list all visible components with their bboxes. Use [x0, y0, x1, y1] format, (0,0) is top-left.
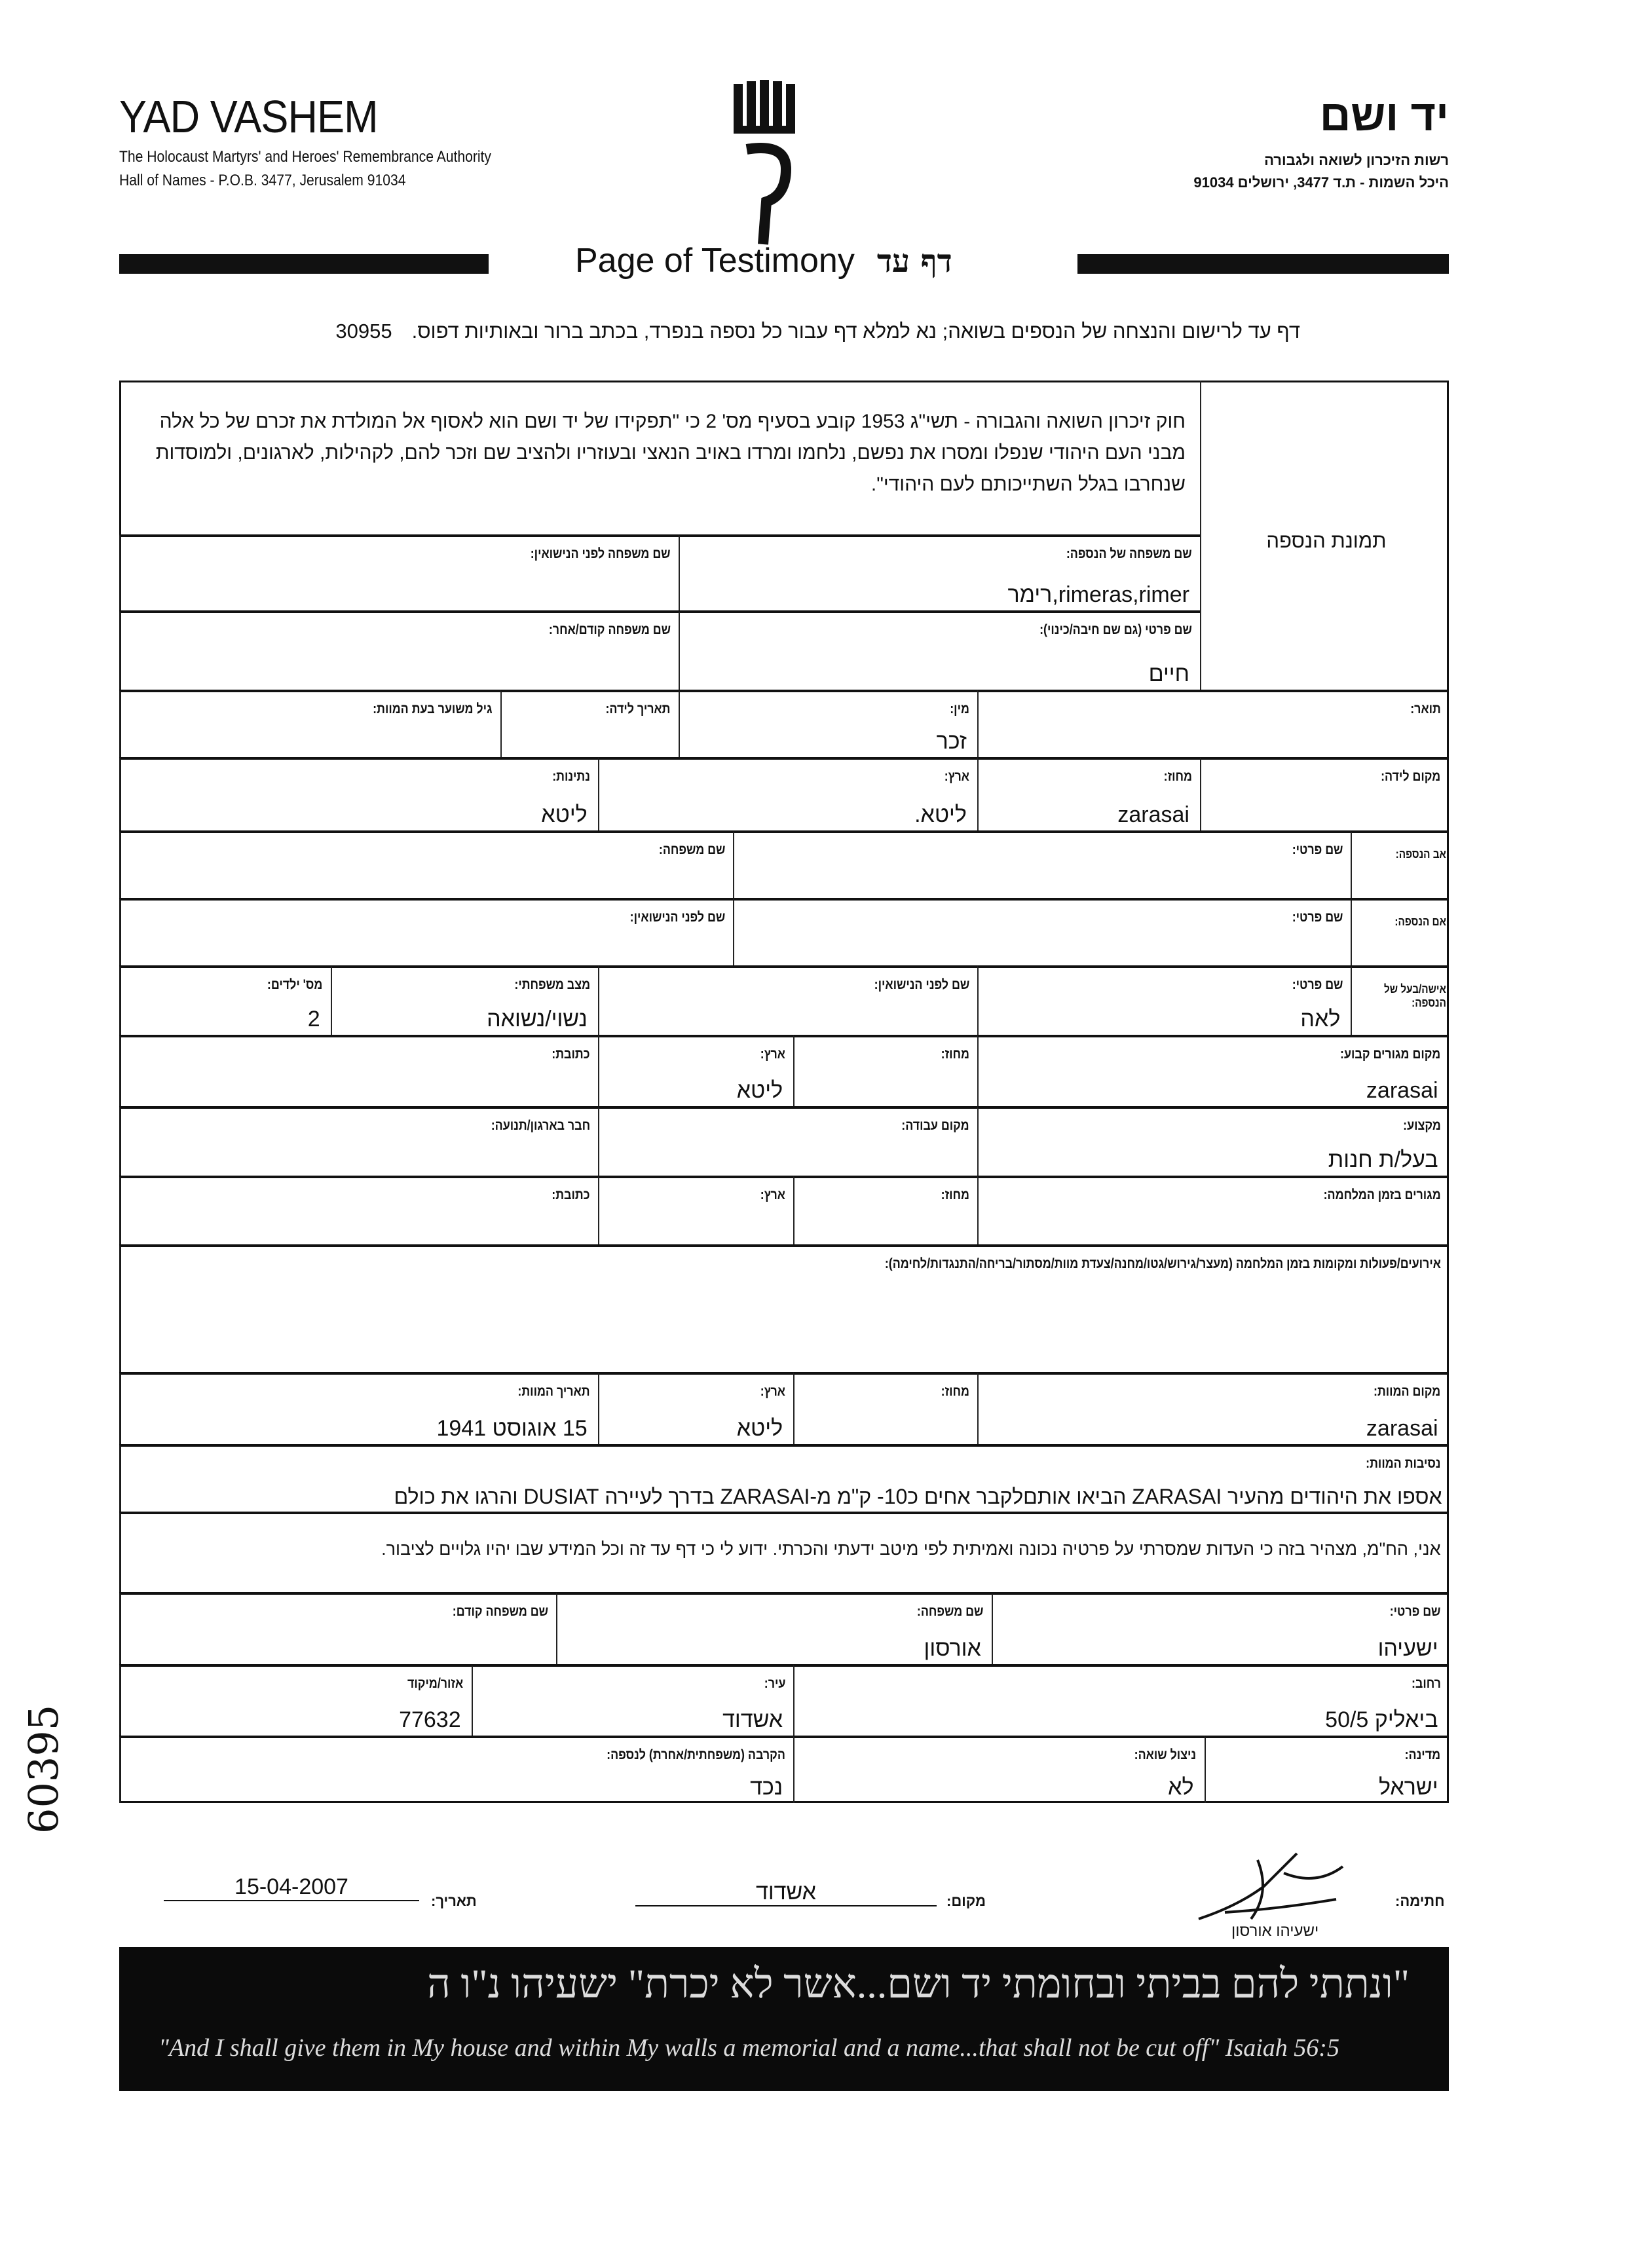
field-label: אם הנספה:	[1394, 915, 1446, 929]
field-label: מס' ילדים:	[267, 977, 323, 993]
field-value: 77632	[399, 1707, 461, 1733]
page-title	[575, 241, 952, 280]
place-label: מקום:	[946, 1893, 986, 1909]
form-field[interactable]	[119, 690, 500, 757]
field-value: אורסון	[924, 1635, 981, 1661]
form-field[interactable]	[119, 965, 331, 1034]
form-field[interactable]	[119, 534, 678, 610]
form-field[interactable]	[500, 690, 679, 757]
form-field[interactable]	[598, 965, 977, 1034]
field-value: אספו את היהודים מהעיר ZARASAI הביאו אותםלקבר אחים כ10- ק"מ מ-ZARASAI בדרך לעיירה DUSIAT והרגו את כולם	[394, 1485, 1442, 1509]
field-label: שם פרטי (גם שם חיבה/כינוי):	[1039, 622, 1192, 638]
field-value: זכר	[936, 729, 967, 754]
form-number: 30955	[335, 320, 392, 343]
field-label: מקום עבודה:	[901, 1118, 969, 1134]
form-field[interactable]	[119, 1106, 598, 1175]
authority-subtitle-he: רשות הזיכרון לשואה ולגבורה	[1264, 152, 1449, 168]
form-field[interactable]	[472, 1664, 793, 1736]
form-field[interactable]	[119, 1244, 1448, 1372]
field-label: מקום לידה:	[1381, 769, 1441, 785]
field-label: מחוז:	[941, 1187, 969, 1202]
field-label: מקצוע:	[1402, 1118, 1441, 1134]
form-field[interactable]	[1351, 898, 1448, 965]
field-label: תאריך המוות:	[517, 1384, 590, 1400]
form-field[interactable]	[977, 690, 1449, 757]
form-field[interactable]	[119, 1444, 1448, 1512]
address-en: Hall of Names - P.O.B. 3477, Jerusalem 91034	[119, 172, 406, 189]
signer-name: ישעיהו אורסון	[1231, 1922, 1319, 1940]
instruction-text: דף עד לרישום והנצחה של הנספים בשואה; נא למלא דף עבור כל נספה בנפרד, בכתב ברור ובאותיות דפוס.	[411, 320, 1300, 343]
field-value: נכד	[750, 1775, 783, 1800]
field-label: מצב משפחתי:	[514, 977, 590, 993]
field-label: מחוז:	[941, 1046, 969, 1062]
field-label: רחוב:	[1411, 1675, 1441, 1691]
field-label: שם משפחה קודם/אחר:	[548, 622, 671, 638]
form-field[interactable]	[119, 1035, 598, 1107]
form-field[interactable]	[977, 757, 1200, 830]
field-value: zarasai	[1366, 1415, 1438, 1441]
field-label: ארץ:	[760, 1187, 786, 1202]
field-label: ארץ:	[944, 769, 969, 785]
form-field[interactable]	[793, 1035, 977, 1107]
field-label: אישה/בעל של הנספה:	[1383, 982, 1446, 1010]
form-field[interactable]	[977, 1035, 1449, 1107]
form-field[interactable]	[598, 1176, 793, 1244]
form-field[interactable]	[1351, 830, 1448, 898]
form-field[interactable]	[977, 1106, 1449, 1175]
field-value: ישעיהו	[1377, 1635, 1438, 1661]
field-value: ביאליק 50/5	[1325, 1707, 1438, 1733]
field-label: אירועים/פעולות ומקומות בזמן המלחמה (מעצר/גירוש/גטו/מחנה/צעדת מוות/מסתור/בריחה/התנגדות/לחימה):	[884, 1256, 1441, 1271]
form-field[interactable]	[119, 898, 733, 965]
quote-banner	[119, 1947, 1449, 2091]
form-field[interactable]	[977, 965, 1351, 1034]
field-label: מגורים בזמן המלחמה:	[1323, 1187, 1441, 1202]
field-value: לאה	[1300, 1006, 1341, 1032]
field-label: שם פרטי:	[1292, 842, 1343, 858]
field-label: שם משפחה:	[658, 842, 725, 858]
field-label: גיל משוער בעת המוות:	[373, 701, 493, 717]
yad-vashem-logo-icon	[727, 77, 812, 248]
form-field[interactable]	[679, 534, 1200, 610]
field-label: ניצול שואה:	[1134, 1747, 1197, 1763]
date-value: 15-04-2007	[164, 1874, 419, 1901]
form-field[interactable]	[679, 690, 977, 757]
field-label: כתובת:	[552, 1187, 590, 1202]
title-bar-right	[1077, 254, 1449, 274]
page-title-he: דף עד	[876, 243, 952, 280]
field-label: שם פרטי:	[1292, 977, 1343, 993]
form-field[interactable]	[679, 610, 1200, 690]
field-label: נסיבות המוות:	[1366, 1455, 1441, 1471]
field-label: אב הנספה:	[1395, 847, 1446, 861]
field-label: עיר:	[764, 1675, 786, 1691]
field-label: שם משפחה:	[917, 1603, 984, 1619]
field-label: חבר בארגון/תנועה:	[491, 1118, 590, 1134]
title-bar-left	[119, 254, 489, 274]
form-field[interactable]	[119, 1512, 1448, 1592]
field-label: ארץ:	[760, 1384, 786, 1400]
field-label: מחוז:	[941, 1384, 969, 1400]
form-field[interactable]	[793, 1372, 977, 1444]
place-value: אשדוד	[635, 1880, 937, 1906]
form-field[interactable]	[793, 1664, 1448, 1736]
field-label: נתינות:	[552, 769, 590, 785]
field-value: אשדוד	[722, 1707, 783, 1733]
form-field[interactable]	[119, 1592, 556, 1664]
form-field[interactable]	[119, 830, 733, 898]
field-label: שם משפחה של הנספה:	[1066, 546, 1192, 562]
quote-he: "ונתתי להם בביתי ובחומתי יד ושם...אשר לא יכרת" ישעיהו נ"ו ה	[427, 1962, 1410, 2007]
field-label: אני, הח"מ, מצהיר בזה כי העדות שמסרתי על פרטיה נכונה ואמיתית לפי מיטב ידעתי והכרתי. ידוע לי כי דף עד זה וכל המידע שבו יהיו גלויים לציבור.	[381, 1539, 1441, 1559]
field-label: מקום המוות:	[1374, 1384, 1441, 1400]
field-value: נשוי/נשואה	[487, 1006, 588, 1032]
field-label: כתובת:	[552, 1046, 590, 1062]
form-field[interactable]	[119, 1176, 598, 1244]
photo-label: תמונת הנספה	[1266, 529, 1387, 552]
field-value: rimeras,rimer,רימר	[1007, 582, 1189, 608]
field-label: שם פרטי:	[1389, 1603, 1441, 1619]
field-label: אזור/מיקוד	[407, 1675, 464, 1691]
form-field[interactable]	[556, 1592, 992, 1664]
field-label: תואר:	[1410, 701, 1441, 717]
field-label: שם לפני הנישואין:	[874, 977, 969, 993]
field-value: zarasai	[1366, 1078, 1438, 1104]
form-field[interactable]	[733, 898, 1351, 965]
field-value: ליטא	[541, 802, 588, 828]
instructions	[187, 320, 1300, 343]
field-label: מקום מגורים קבוע:	[1340, 1046, 1441, 1062]
signature-icon	[1186, 1847, 1356, 1932]
form-field[interactable]	[733, 830, 1351, 898]
form-field[interactable]	[598, 757, 977, 830]
field-label: שם פרטי:	[1292, 910, 1343, 925]
form-field[interactable]	[119, 610, 678, 690]
yad-vashem-title-en: YAD VASHEM	[119, 91, 378, 142]
field-label: מין:	[950, 701, 969, 717]
field-value: לא	[1168, 1775, 1194, 1800]
field-label: מדינה:	[1405, 1747, 1441, 1763]
form-field[interactable]	[119, 757, 598, 830]
authority-subtitle-en: The Holocaust Martyrs' and Heroes' Remembrance Authority	[119, 148, 491, 166]
field-label: שם משפחה לפני הנישואין:	[530, 546, 671, 562]
form-field[interactable]	[598, 1106, 977, 1175]
form-field[interactable]	[977, 1176, 1449, 1244]
quote-en: "And I shall give them in My house and within My walls a memorial and a name...that shall not be cut off" Isaiah 56:5	[159, 2034, 1339, 2062]
side-stamp-number: 60395	[20, 1704, 67, 1834]
field-value: ישראל	[1379, 1775, 1438, 1800]
form-field[interactable]	[598, 1035, 793, 1107]
page-title-en: Page of Testimony	[575, 242, 855, 280]
form-field[interactable]	[598, 1372, 793, 1444]
field-label: שם לפני הנישואין:	[629, 910, 725, 925]
form-field[interactable]	[793, 1736, 1204, 1803]
field-value: ליטא.	[914, 802, 967, 828]
form-field[interactable]	[1200, 757, 1449, 830]
form-field[interactable]	[119, 1736, 793, 1803]
form-field[interactable]	[992, 1592, 1449, 1664]
field-value: 15 אוגוסט 1941	[436, 1415, 588, 1441]
field-label: תאריך לידה:	[605, 701, 671, 717]
field-label: ארץ:	[760, 1046, 786, 1062]
form-field[interactable]	[119, 1664, 472, 1736]
field-value: בעל/ת חנות	[1328, 1147, 1438, 1172]
form-field[interactable]	[1351, 965, 1448, 1034]
form-field[interactable]	[1205, 1736, 1449, 1803]
field-value: zarasai	[1117, 802, 1189, 828]
field-value: חיים	[1148, 661, 1189, 687]
form-field[interactable]	[793, 1176, 977, 1244]
field-label: שם משפחה קודם:	[452, 1603, 549, 1619]
field-label: הקרבה (משפחתית/אחרת) לנספה:	[607, 1747, 786, 1763]
address-he: היכל השמות - ת.ד 3477, ירושלים 91034	[1193, 174, 1449, 191]
form-field[interactable]	[119, 1372, 598, 1444]
form-field[interactable]	[977, 1372, 1449, 1444]
yad-vashem-title-he: יד ושם	[1319, 91, 1449, 139]
field-value: ליטא	[736, 1078, 783, 1104]
date-label: תאריך:	[431, 1893, 477, 1909]
field-label: מחוז:	[1163, 769, 1192, 785]
field-value: ליטא	[736, 1415, 783, 1441]
law-text: חוק זיכרון השואה והגבורה - תשי"ג 1953 קובע בסעיף מס' 2 כי "תפקידו של יד ושם הוא לאסוף אל המולדת את זכרם של כל אלה מבני העם היהודי שנפלו ומסרו את נפשם, נלחמו ומרדו באויב הנאצי ובעוזריו ולהציב שם וזכר להם, לקהילות, לארגונים, ולמוסדות שנחרבו בגלל השתייכותם לעם היהודי".	[155, 411, 1186, 495]
form-field[interactable]	[331, 965, 598, 1034]
field-value: 2	[307, 1006, 320, 1032]
signature-label: חתימה:	[1395, 1893, 1445, 1909]
